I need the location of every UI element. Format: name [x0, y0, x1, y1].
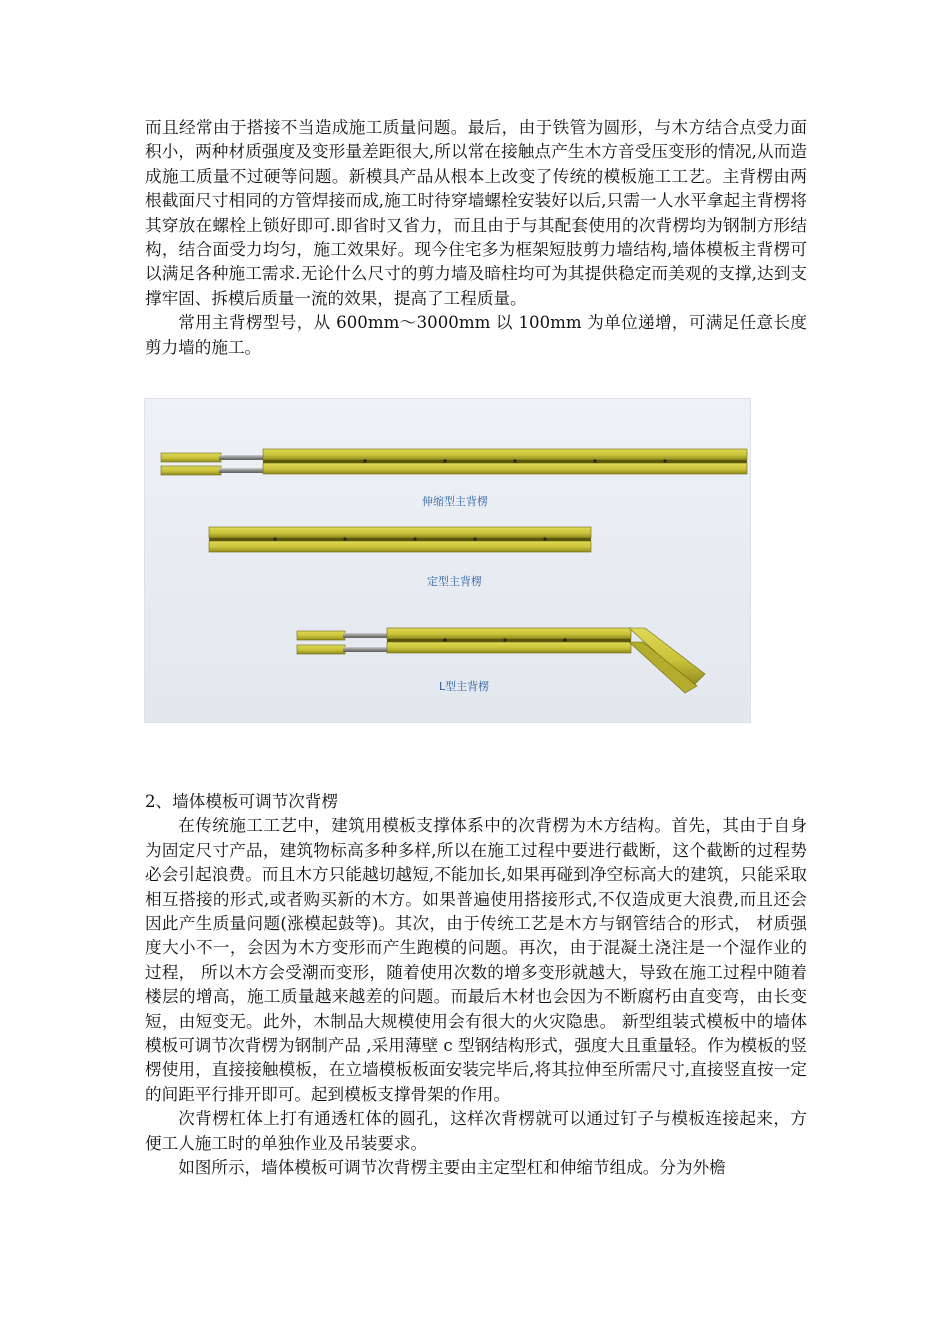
telescopic-beam [161, 449, 747, 475]
caption-fixed: 定型主背楞 [427, 575, 482, 588]
caption-telescopic: 伸缩型主背楞 [422, 495, 488, 508]
section-heading: 2、墙体模板可调节次背楞 [145, 792, 339, 811]
paragraph-models: 常用主背楞型号，从 600mm～3000mm 以 100mm 为单位递增，可满足任意长度剪力墙的施工。 [145, 313, 807, 357]
paragraph-holes: 次背楞杠体上打有通透杠体的圆孔，这样次背楞就可以通过钉子与模板连接起来，方便工人施工时的单独作业及吊装要求。 [145, 1109, 807, 1153]
main-beam-figure [144, 398, 751, 723]
text-section-1 [145, 116, 807, 360]
paragraph-continuation: 而且经常由于搭接不当造成施工质量问题。最后，由于铁管为圆形，与木方结合点受力面积小，两种材质强度及变形量差距很大,所以常在接触点产生木方音受压变形的情况,从而造成施工质量不过硬等问题。新模具产品从根本上改变了传统的模板施工工艺。主背楞由两根截面尺寸相同的方管焊接而成,施工时待穿墙螺栓安装好以后,只需一人水平拿起主背楞将其穿放在螺栓上锁好即可.即省时又省力，而且由于与其配套使用的次背楞均为钢制方形结构，结合面受力均匀，施工效果好。现今住宅多为框架短肢剪力墙结构,墙体模板主背楞可以满足各种施工需求.无论什么尺寸的剪力墙及暗柱均可为其提供稳定而美观的支撑,达到支撑牢固、拆模后质量一流的效果，提高了工程质量。 [145, 118, 807, 308]
l-type-beam [297, 628, 705, 693]
fixed-beam [209, 527, 591, 552]
text-section-2 [145, 790, 807, 1181]
caption-l-type: L型主背楞 [439, 680, 490, 693]
paragraph-composition: 如图所示，墙体模板可调节次背楞主要由主定型杠和伸缩节组成。分为外檐 [178, 1158, 726, 1178]
paragraph-traditional: 在传统施工工艺中，建筑用模板支撑体系中的次背楞为木方结构。首先，其由于自身为固定尺寸产品，建筑物标高多种多样,所以在施工过程中要进行截断，这个截断的过程势必会引起浪费。而且木方只能越切越短,不能加长,如果再碰到净空标高大的建筑，只能采取相互搭接的形式,或者购买新的木方。如果普遍使用搭接形式,不仅造成更大浪费,而且还会因此产生质量问题(涨模起鼓等)。其次，由于传统工艺是木方与钢管结合的形式， 材质强度大小不一，会因为木方变形而产生跑模的问题。再次，由于混凝土浇注是一个湿作业的过程， 所以木方会受潮而变形，随着使用次数的增多变形就越大，导致在施工过程中随着楼层的增高，施工质量越来越差的问题。而最后木材也会因为不断腐朽由直变弯，由长变短，由短变无。此外，木制品大规模使用会有很大的火灾隐患。 新型组装式模板中的墙体模板可调节次背楞为钢制产品 ,采用薄壁 c 型钢结构形式，强度大且重量轻。作为模板的竖楞使用，直接接触模板，在立墙模板板面安装完毕后,将其拉伸至所需尺寸,直接竖直按一定的间距平行排开即可。起到模板支撑骨架的作用。 [145, 816, 807, 1104]
beam-illustration [145, 399, 750, 722]
